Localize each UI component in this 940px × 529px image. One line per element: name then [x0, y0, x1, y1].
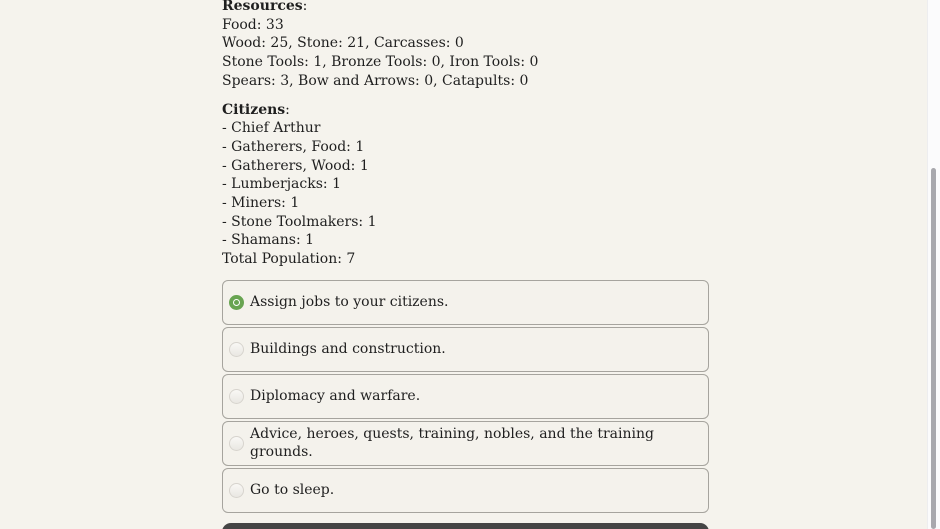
resources-heading	[222, 0, 307, 14]
citizens-heading-text: Citizens	[222, 101, 286, 118]
choice-label[interactable]: Buildings and construction.	[250, 341, 446, 358]
citizens-heading	[222, 102, 290, 118]
choice-option-diplomacy[interactable]	[222, 374, 709, 419]
radio-icon[interactable]	[229, 483, 244, 498]
citizen-line-gatherers-food: - Gatherers, Food: 1	[222, 138, 365, 155]
stat-line-tools: Stone Tools: 1, Bronze Tools: 0, Iron Tools: 0	[222, 54, 539, 71]
choice-option-sleep[interactable]	[222, 468, 709, 513]
choice-label[interactable]: Assign jobs to your citizens.	[250, 294, 449, 311]
citizens-section	[222, 101, 709, 269]
citizen-line-shamans: - Shamans: 1	[222, 232, 315, 249]
citizen-line-gatherers-wood: - Gatherers, Wood: 1	[222, 157, 369, 174]
resources-section	[222, 0, 709, 91]
choice-option-buildings[interactable]	[222, 327, 709, 372]
resources-heading-colon: :	[302, 0, 308, 14]
radio-icon[interactable]	[229, 342, 244, 357]
radio-icon[interactable]	[229, 389, 244, 404]
citizen-line-toolmakers: - Stone Toolmakers: 1	[222, 213, 377, 230]
radio-icon[interactable]	[229, 436, 244, 451]
citizen-line-miners: - Miners: 1	[222, 195, 300, 212]
citizen-line-total-population: Total Population: 7	[222, 251, 356, 268]
citizen-line-lumberjacks: - Lumberjacks: 1	[222, 176, 341, 193]
choice-label[interactable]: Advice, heroes, quests, training, nobles, and the training grounds.	[250, 426, 654, 461]
story-content	[222, 0, 709, 515]
choice-label[interactable]: Diplomacy and warfare.	[250, 388, 421, 405]
choice-option-assign-jobs[interactable]	[222, 280, 709, 325]
stats-block	[222, 0, 709, 269]
stat-line-food: Food: 33	[222, 16, 284, 33]
stat-line-weapons: Spears: 3, Bow and Arrows: 0, Catapults: 0	[222, 72, 529, 89]
choice-option-advice[interactable]	[222, 421, 709, 466]
choice-label[interactable]: Go to sleep.	[250, 482, 335, 499]
scrollbar-thumb[interactable]	[931, 168, 936, 529]
stat-line-materials: Wood: 25, Stone: 21, Carcasses: 0	[222, 35, 464, 52]
citizen-line-chief: - Chief Arthur	[222, 120, 321, 137]
next-button[interactable]	[222, 523, 709, 529]
citizens-heading-colon: :	[285, 101, 290, 118]
choice-list	[222, 280, 709, 513]
radio-icon[interactable]	[229, 295, 244, 310]
resources-heading-text: Resources	[222, 0, 303, 14]
scrollbar-track[interactable]	[927, 0, 940, 529]
